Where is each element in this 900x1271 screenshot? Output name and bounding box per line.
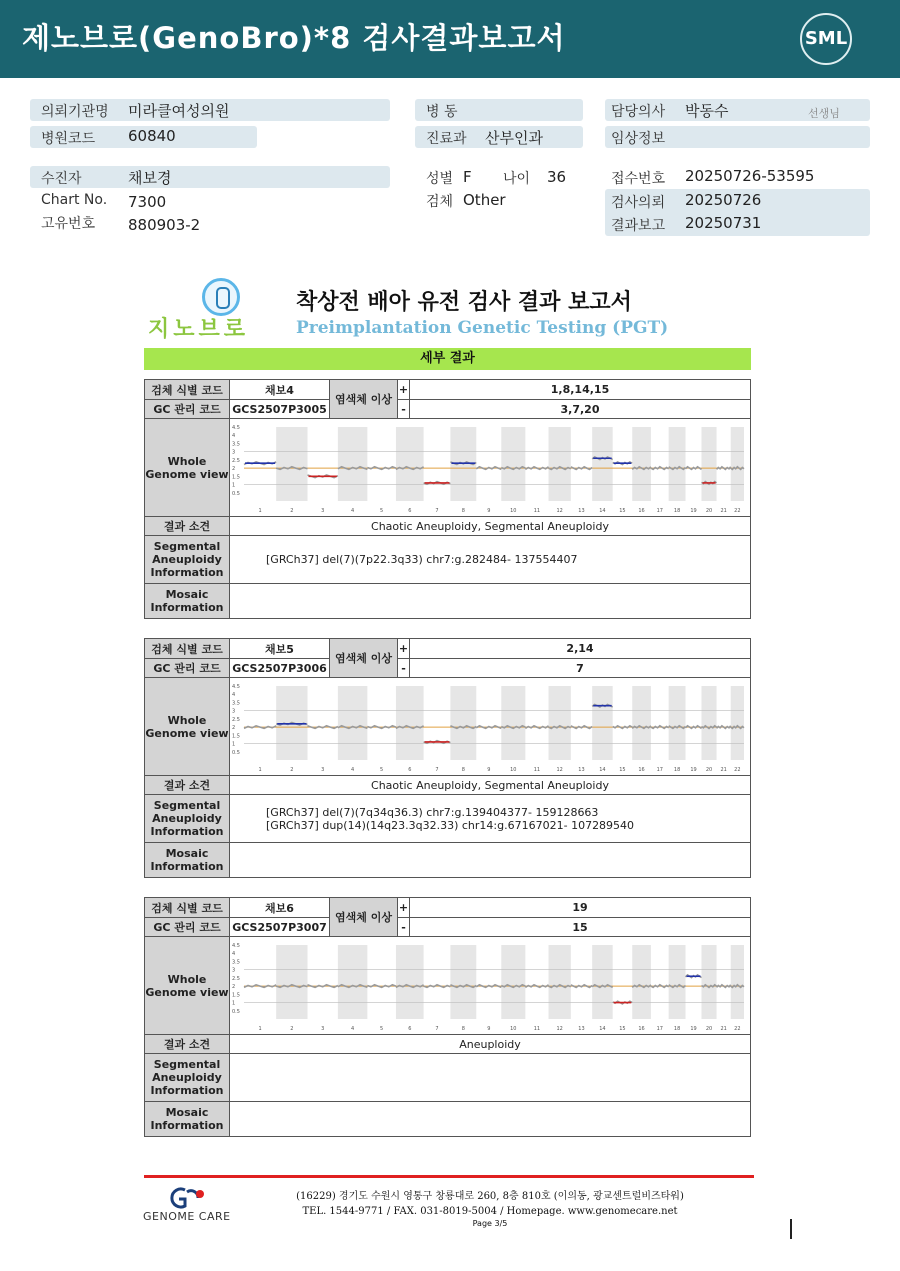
x-tick-label: 11 (533, 1026, 541, 1032)
chromosome-band (549, 686, 571, 760)
x-tick-label: 4 (351, 1026, 355, 1032)
segmental-label: Segmental Aneuploidy Information (145, 536, 230, 583)
chromosome-band (632, 945, 651, 1019)
x-tick-label: 5 (380, 508, 384, 514)
chromosome-band (276, 945, 307, 1019)
chromosome-band (396, 686, 424, 760)
y-tick-label: 2.5 (232, 457, 240, 464)
x-tick-label: 20 (705, 767, 713, 773)
patient-pill (30, 166, 390, 188)
chromosome-band (669, 686, 686, 760)
x-tick-label: 6 (408, 1026, 412, 1032)
x-tick-label: 2 (290, 767, 294, 773)
y-tick-label: 3.5 (232, 959, 240, 966)
x-tick-label: 18 (673, 508, 681, 514)
segmental-line: [GRCh37] del(7)(7q34q36.3) chr7:g.139404377- 159128663 (266, 805, 599, 819)
mosaic-value (230, 1102, 750, 1136)
segmental-info (230, 1054, 750, 1101)
chromosome-band (669, 427, 686, 501)
copy-number-trace (525, 726, 548, 729)
sample-id-label: 검체 식별 코드 (145, 898, 230, 917)
x-tick-label: 13 (578, 508, 585, 514)
chromosome-band (592, 686, 612, 760)
segmental-label: Segmental Aneuploidy Information (145, 795, 230, 842)
chromosome-band (702, 427, 717, 501)
age-label: 나이 (503, 171, 531, 187)
chromosome-band (669, 945, 686, 1019)
chromosome-band (338, 427, 367, 501)
x-tick-label: 19 (690, 508, 697, 514)
whole-genome-label: Whole Genome view (145, 937, 230, 1034)
dept-value: 산부인과 (485, 129, 543, 147)
loss-chromosomes: 7 (576, 661, 584, 675)
chrom-abnormality-label: 염색체 이상 (330, 639, 398, 678)
y-tick-label: 0.5 (232, 749, 240, 756)
whole-genome-chart (230, 419, 750, 516)
x-tick-label: 12 (556, 508, 563, 514)
sample-id-value: 채보5 (230, 639, 330, 658)
patient-label: 수진자 (41, 171, 82, 187)
x-tick-label: 17 (656, 1026, 663, 1032)
y-tick-label: 4 (232, 433, 236, 440)
uid-label: 고유번호 (41, 216, 96, 232)
mosaic-label: Mosaic Information (145, 584, 230, 618)
chromosome-band (731, 686, 744, 760)
finding-label: 결과 소견 (145, 1035, 230, 1053)
x-tick-label: 9 (487, 508, 491, 514)
y-tick-label: 4.5 (232, 943, 240, 949)
minus-sign: - (398, 659, 410, 677)
patient-name: 채보경 (128, 169, 172, 187)
copy-number-trace (717, 726, 731, 729)
chromosome-band (702, 945, 717, 1019)
x-tick-label: 11 (533, 508, 541, 514)
x-tick-label: 21 (720, 767, 727, 773)
y-tick-label: 1.5 (232, 992, 240, 999)
gain-chromosomes: 19 (572, 901, 588, 914)
x-tick-label: 19 (690, 1026, 697, 1032)
y-tick-label: 4 (232, 951, 236, 958)
segmental-info (230, 536, 750, 583)
plus-sign: + (398, 639, 410, 658)
y-tick-label: 4 (232, 692, 236, 699)
x-tick-label: 12 (556, 1026, 563, 1032)
hospital-code-value: 60840 (128, 127, 176, 145)
request-value: 20250726 (685, 191, 762, 209)
genome-plot (230, 419, 748, 515)
copy-number-trace (525, 467, 548, 470)
x-tick-label: 2 (290, 508, 294, 514)
chromosome-band (501, 686, 525, 760)
sample-id-label: 검체 식별 코드 (145, 380, 230, 399)
whole-genome-label: Whole Genome view (145, 419, 230, 516)
x-tick-label: 8 (461, 508, 465, 514)
gain-chromosomes: 1,8,14,15 (550, 383, 610, 396)
chrom-abnormality-label: 염색체 이상 (330, 898, 398, 937)
minus-sign: - (398, 918, 410, 936)
report-value: 20250731 (685, 214, 762, 232)
address-line: (16229) 경기도 수원시 영통구 창룡대로 260, 8층 810호 (이의동, 광교센트럴비즈타워) (296, 1191, 684, 1202)
company-name: GENOME CARE (143, 1210, 231, 1223)
sample-id-value: 채보4 (230, 380, 330, 399)
sample-table (144, 897, 751, 1137)
chromosome-band (702, 686, 717, 760)
uid-value: 880903-2 (128, 216, 201, 234)
gain-chromosomes: 2,14 (566, 642, 594, 655)
dept-label: 진료과 (426, 131, 467, 147)
chromosome-band (592, 945, 612, 1019)
page-number: Page 3/5 (472, 1219, 508, 1228)
report-label: 결과보고 (611, 218, 666, 234)
whole-genome-chart (230, 678, 750, 775)
y-tick-label: 1 (232, 741, 236, 748)
segmental-label: Segmental Aneuploidy Information (145, 1054, 230, 1101)
chromosome-band (731, 945, 744, 1019)
y-tick-label: 1.5 (232, 474, 240, 481)
x-tick-label: 16 (638, 767, 645, 773)
receipt-label: 접수번호 (611, 171, 666, 187)
sml-logo: SML (800, 13, 852, 65)
x-tick-label: 8 (461, 767, 465, 773)
x-tick-label: 22 (734, 767, 741, 773)
section-header: 세부 결과 (144, 348, 751, 370)
finding-value: Chaotic Aneuploidy, Segmental Aneuploidy (371, 778, 609, 792)
x-tick-label: 17 (656, 508, 663, 514)
doctor-suffix: 선생님 (808, 107, 840, 120)
clinical-label: 임상정보 (611, 131, 666, 147)
gc-code-label: GC 관리 코드 (145, 659, 230, 677)
hospital-code-label: 병원코드 (41, 131, 96, 147)
chromosome-band (450, 945, 476, 1019)
chromosome-band (338, 945, 367, 1019)
mosaic-value (230, 584, 750, 618)
x-tick-label: 12 (556, 767, 563, 773)
y-tick-label: 1 (232, 1000, 236, 1007)
x-tick-label: 4 (351, 508, 355, 514)
copy-number-trace (525, 985, 548, 988)
report-title: 착상전 배아 유전 검사 결과 보고서 (296, 290, 632, 315)
specimen-value: Other (463, 191, 506, 209)
x-tick-label: 6 (408, 508, 412, 514)
segmental-line: [GRCh37] dup(14)(14q23.3q32.33) chr14:g.67167021- 107289540 (266, 818, 635, 832)
y-tick-label: 2.5 (232, 975, 240, 982)
sample-table (144, 638, 751, 878)
x-tick-label: 7 (435, 508, 439, 514)
x-tick-label: 4 (351, 767, 355, 773)
x-tick-label: 18 (673, 767, 681, 773)
chromosome-band (450, 686, 476, 760)
finding-value: Chaotic Aneuploidy, Segmental Aneuploidy (371, 519, 609, 533)
x-tick-label: 22 (734, 1026, 741, 1032)
y-tick-label: 2 (232, 725, 236, 732)
finding-label: 결과 소견 (145, 776, 230, 794)
whole-genome-label: Whole Genome view (145, 678, 230, 775)
institution-value: 미라클여성의원 (128, 102, 230, 120)
y-tick-label: 3 (232, 449, 236, 456)
x-tick-label: 15 (619, 767, 626, 773)
x-tick-label: 1 (258, 767, 262, 773)
whole-genome-chart (230, 937, 750, 1034)
gc-code-value: GCS2507P3006 (230, 659, 330, 677)
x-tick-label: 14 (599, 508, 606, 514)
y-tick-label: 0.5 (232, 1008, 240, 1015)
chromosome-band (549, 427, 571, 501)
genome-plot (230, 678, 748, 774)
chart-value: 7300 (128, 193, 167, 211)
genobro-logo-text: 지노브로 (148, 317, 250, 342)
mosaic-value (230, 843, 750, 877)
y-tick-label: 0.5 (232, 490, 240, 497)
segmental-line: [GRCh37] del(7)(7p22.3q33) chr7:g.282484- 137554407 (266, 553, 578, 566)
sample-table (144, 379, 751, 619)
x-tick-label: 8 (461, 1026, 465, 1032)
x-tick-label: 1 (258, 508, 262, 514)
x-tick-label: 15 (619, 508, 626, 514)
chromosome-band (632, 686, 651, 760)
x-tick-label: 19 (690, 767, 697, 773)
x-tick-label: 5 (380, 767, 384, 773)
gc-code-value: GCS2507P3007 (230, 918, 330, 936)
footer-address (250, 1189, 730, 1219)
report-subtitle: Preimplantation Genetic Testing (PGT) (296, 318, 669, 338)
chromosome-band (592, 427, 612, 501)
y-tick-label: 2 (232, 984, 236, 991)
chromosome-band (632, 427, 651, 501)
genome-care-logo-icon (165, 1186, 207, 1210)
chromosome-band (731, 427, 744, 501)
doctor-value: 박동수 (685, 102, 729, 120)
footer-divider (144, 1175, 754, 1178)
gc-code-label: GC 관리 코드 (145, 918, 230, 936)
x-tick-label: 3 (321, 767, 325, 773)
gc-code-label: GC 관리 코드 (145, 400, 230, 418)
x-tick-label: 3 (321, 508, 325, 514)
loss-chromosomes: 15 (572, 920, 588, 934)
receipt-value: 20250726-53595 (685, 167, 815, 185)
mosaic-label: Mosaic Information (145, 1102, 230, 1136)
x-tick-label: 21 (720, 1026, 727, 1032)
copy-number-trace (717, 985, 731, 988)
x-tick-label: 1 (258, 1026, 262, 1032)
x-tick-label: 13 (578, 1026, 585, 1032)
y-tick-label: 3.5 (232, 700, 240, 707)
copy-number-trace (244, 985, 276, 988)
chromosome-band (396, 427, 424, 501)
x-tick-label: 7 (435, 767, 439, 773)
x-tick-label: 11 (533, 767, 541, 773)
ward-label: 병 동 (426, 104, 458, 120)
y-tick-label: 2 (232, 466, 236, 473)
x-tick-label: 9 (487, 1026, 491, 1032)
chromosome-band (396, 945, 424, 1019)
chromosome-band (501, 945, 525, 1019)
y-tick-label: 4.5 (232, 425, 240, 431)
chromosome-band (338, 686, 367, 760)
gc-code-value: GCS2507P3005 (230, 400, 330, 418)
minus-sign: - (398, 400, 410, 418)
x-tick-label: 20 (705, 508, 713, 514)
x-tick-label: 5 (380, 1026, 384, 1032)
x-tick-label: 7 (435, 1026, 439, 1032)
genome-plot (230, 937, 748, 1033)
y-tick-label: 2.5 (232, 716, 240, 723)
sample-id-value: 채보6 (230, 898, 330, 917)
x-tick-label: 10 (510, 767, 517, 773)
x-tick-label: 16 (638, 1026, 645, 1032)
finding-value: Aneuploidy (459, 1037, 521, 1051)
x-tick-label: 18 (673, 1026, 681, 1032)
chromosome-band (276, 427, 307, 501)
request-label: 검사의뢰 (611, 195, 666, 211)
contact-line: TEL. 1544-9771 / FAX. 031-8019-5004 / Homepage. www.genomecare.net (302, 1206, 678, 1217)
chromosome-band (549, 945, 571, 1019)
y-tick-label: 3.5 (232, 441, 240, 448)
x-tick-label: 20 (705, 1026, 713, 1032)
text-cursor (790, 1219, 792, 1239)
plus-sign: + (398, 380, 410, 399)
x-tick-label: 13 (578, 767, 585, 773)
chrom-abnormality-label: 염색체 이상 (330, 380, 398, 419)
y-tick-label: 4.5 (232, 684, 240, 690)
y-tick-label: 3 (232, 967, 236, 974)
chart-label: Chart No. (41, 192, 108, 208)
sample-id-label: 검체 식별 코드 (145, 639, 230, 658)
specimen-label: 검체 (426, 194, 454, 210)
x-tick-label: 3 (321, 1026, 325, 1032)
mosaic-label: Mosaic Information (145, 843, 230, 877)
x-tick-label: 16 (638, 508, 645, 514)
chromosome-band (501, 427, 525, 501)
x-tick-label: 10 (510, 1026, 517, 1032)
page-title: 제노브로(GenoBro)*8 검사결과보고서 (22, 21, 566, 55)
y-tick-label: 1.5 (232, 733, 240, 740)
institution-label: 의뢰기관명 (41, 104, 109, 120)
doctor-label: 담당의사 (611, 104, 666, 120)
x-tick-label: 9 (487, 767, 491, 773)
sex-label: 성별 (426, 171, 454, 187)
x-tick-label: 21 (720, 508, 727, 514)
y-tick-label: 1 (232, 482, 236, 489)
plus-sign: + (398, 898, 410, 917)
x-tick-label: 15 (619, 1026, 626, 1032)
x-tick-label: 14 (599, 1026, 606, 1032)
header-bar (0, 0, 900, 78)
x-tick-label: 17 (656, 767, 663, 773)
y-tick-label: 3 (232, 708, 236, 715)
copy-number-trace (717, 467, 731, 470)
x-tick-label: 14 (599, 767, 606, 773)
genobro-logo-icon (202, 278, 240, 316)
finding-label: 결과 소견 (145, 517, 230, 535)
x-tick-label: 2 (290, 1026, 294, 1032)
loss-chromosomes: 3,7,20 (560, 402, 600, 416)
x-tick-label: 10 (510, 508, 517, 514)
x-tick-label: 22 (734, 508, 741, 514)
x-tick-label: 6 (408, 767, 412, 773)
segmental-info (230, 795, 750, 842)
sex-value: F (463, 168, 472, 186)
copy-number-trace (244, 726, 276, 729)
age-value: 36 (547, 168, 567, 186)
